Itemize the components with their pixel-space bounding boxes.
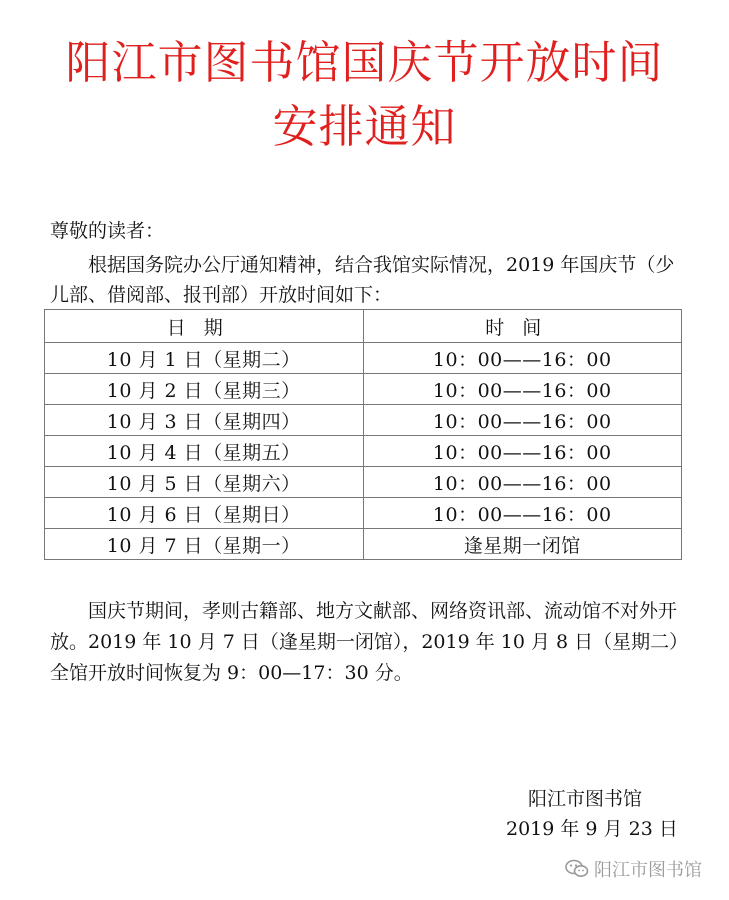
signature-date: 2019 年 9 月 23 日 (506, 818, 678, 840)
notice-title-line-2: 安排通知 (272, 100, 457, 153)
row-time: 10：00——16：00 (363, 467, 682, 498)
row-date: 10 月 7 日（星期一） (45, 529, 364, 560)
intro-paragraph: 根据国务院办公厅通知精神，结合我馆实际情况，2019 年国庆节（少儿部、借阅部、报刊部）开放时间如下： (50, 254, 675, 306)
row-time: 10：00——16：00 (363, 498, 682, 529)
row-time: 10：00——16：00 (363, 405, 682, 436)
table-row (45, 343, 682, 374)
table-row (45, 436, 682, 467)
schedule-table (44, 309, 682, 560)
table-header-row (45, 310, 682, 343)
salutation: 尊敬的读者： (50, 220, 165, 242)
table-row (45, 529, 682, 560)
row-time: 逢星期一闭馆 (363, 529, 682, 560)
row-date: 10 月 6 日（星期日） (45, 498, 364, 529)
watermark (565, 856, 702, 882)
notice-title-line-1: 阳江市图书馆国庆节开放时间 (65, 36, 664, 89)
watermark-text: 阳江市图书馆 (594, 860, 702, 881)
row-time: 10：00——16：00 (363, 343, 682, 374)
header-date: 日期 (45, 310, 364, 343)
row-date: 10 月 1 日（星期二） (45, 343, 364, 374)
row-date: 10 月 3 日（星期四） (45, 405, 364, 436)
notice-paragraph: 国庆节期间，孝则古籍部、地方文献部、网络资讯部、流动馆不对外开放。2019 年 10 月 7 日（逢星期一闭馆），2019 年 10 月 8 日（星期二）全馆开放时间恢复为 9：00—17：30 分。 (50, 600, 689, 684)
row-date: 10 月 2 日（星期三） (45, 374, 364, 405)
row-time: 10：00——16：00 (363, 374, 682, 405)
table-row (45, 374, 682, 405)
table-row (45, 467, 682, 498)
row-date: 10 月 4 日（星期五） (45, 436, 364, 467)
wechat-icon (565, 859, 589, 879)
table-row (45, 498, 682, 529)
header-time: 时间 (363, 310, 682, 343)
signature-org: 阳江市图书馆 (528, 788, 643, 810)
row-date: 10 月 5 日（星期六） (45, 467, 364, 498)
table-row (45, 405, 682, 436)
row-time: 10：00——16：00 (363, 436, 682, 467)
